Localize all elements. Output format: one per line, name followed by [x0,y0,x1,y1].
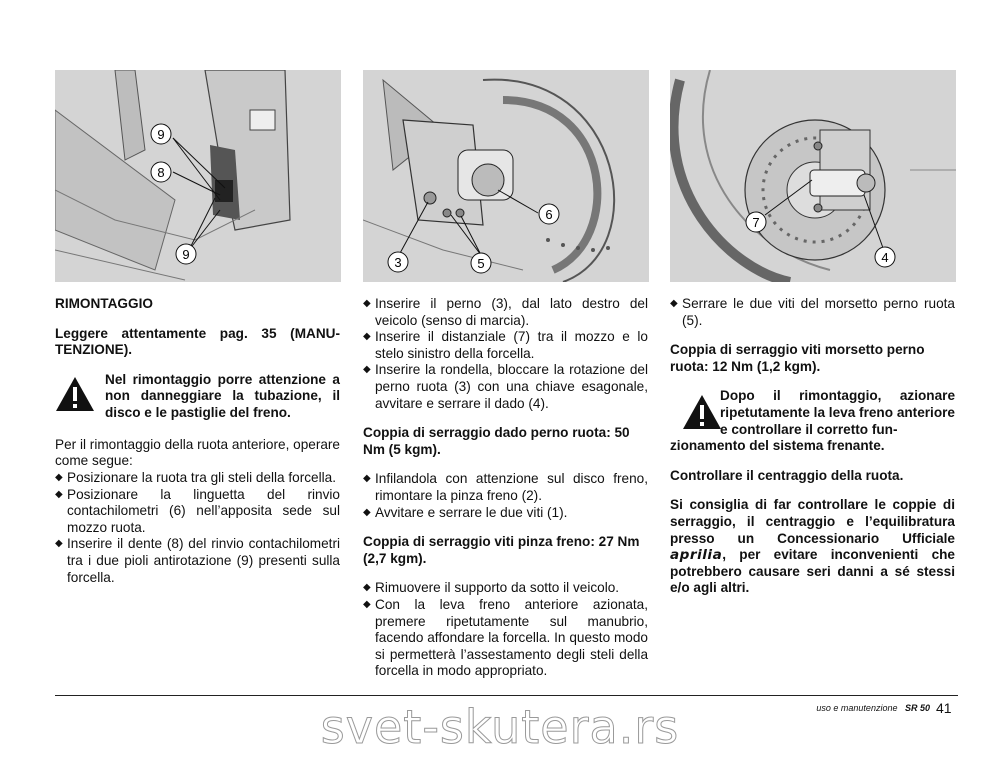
svg-text:9: 9 [157,127,165,142]
procedure-list [363,580,648,680]
svg-text:8: 8 [157,165,165,180]
diamond-bullet-icon: ◆ [55,488,63,500]
warning-block [670,388,955,454]
torque-spec: Coppia di serraggio viti morsetto perno ruota: 12 Nm (1,2 kgm). [670,342,925,374]
callout-3 [388,252,408,272]
callout-4 [875,247,895,267]
callout-7 [746,212,766,232]
callout-8 [151,162,171,182]
procedure-list [670,296,955,329]
diamond-bullet-icon: ◆ [363,506,371,518]
diamond-bullet-icon: ◆ [670,298,678,309]
list-item: ◆ Serrare le due viti del morsetto perno ruota (5). [670,296,955,328]
warning-block [55,372,340,424]
svg-text:5: 5 [477,256,485,271]
list-item: ◆ Posizionare la ruota tra gli steli della forcella. [55,469,336,485]
figure-fork-dowels [55,70,341,282]
callout-6 [539,204,559,224]
svg-text:4: 4 [881,250,889,265]
column-1 [55,296,340,599]
warning-text: Dopo il rimontaggio, azionare ripetutamente la leva freno anteriore e controllare il corretto fun- [720,388,955,437]
warning-triangle-icon [55,376,95,412]
figure-axle-clamp [670,70,956,282]
warning-text: Nel rimontaggio porre attenzione a non danneggiare la tubazione, il disco e le pastiglie del freno. [105,371,340,420]
warning-text-continued: zionamento del sistema frenante. [670,438,885,454]
torque-spec: Coppia di serraggio dado perno ruota: 50 Nm (5 kgm). [363,425,630,457]
torque-spec: Coppia di serraggio viti pinza freno: 27 Nm (2,7 kgm). [363,534,640,566]
figure-wheel-axle [363,70,649,282]
diamond-bullet-icon: ◆ [363,364,371,376]
list-item: ◆ Infilandola con attenzione sul disco freno, rimontare la pinza freno (2). [363,471,648,503]
svg-text:7: 7 [752,215,760,230]
diamond-bullet-icon: ◆ [363,473,371,485]
diamond-bullet-icon: ◆ [55,471,63,483]
procedure-list [55,470,340,586]
procedure-list [363,471,648,521]
advice-text: Si consiglia di far controllare le coppie di serraggio, il centraggio e l’equilibratura presso un Concessionario Ufficiale aprilia, per evitare inconvenienti che potrebbero causare seri danni a sé stessi e/o agli altri. [670,497,955,596]
warning-triangle-icon [682,394,722,430]
manual-reference-note: Leggere attentamente pag. 35 (MANU-TENZIONE). [55,325,340,358]
watermark: svet-skutera.rs [320,700,680,754]
diamond-bullet-icon: ◆ [363,331,371,343]
diamond-bullet-icon: ◆ [363,598,371,610]
svg-text:6: 6 [545,207,553,222]
column-2 [363,296,648,693]
diamond-bullet-icon: ◆ [55,538,63,550]
page-number: 41 [936,700,952,716]
section-heading: RIMONTAGGIO [55,296,153,311]
diamond-bullet-icon: ◆ [363,298,371,309]
intro-text: Per il rimontaggio della ruota anteriore, operare come segue: [55,436,340,469]
callout-9-bottom [176,244,196,264]
footer-manual-title: uso e manutenzione SR 50 [816,703,930,713]
check-instruction: Controllare il centraggio della ruota. [670,467,904,483]
list-item: ◆ Inserire il distanziale (7) tra il mozzo e lo stelo sinistro della forcella. [363,329,648,361]
procedure-list [363,296,648,412]
list-item: ◆ Rimuovere il supporto da sotto il veicolo. [363,580,620,596]
list-item: ◆ Con la leva freno anteriore azionata, premere ripetutamente sul manubrio, facendo affondare la forcella. In questo modo si permetterà l’assestamento degli steli della forcella in modo appropriato. [363,596,648,679]
svg-text:9: 9 [182,247,190,262]
callout-5 [471,253,491,273]
list-item: ◆ Avvitare e serrare le due viti (1). [363,504,568,520]
list-item: ◆ Inserire la rondella, bloccare la rotazione del perno ruota (3) con una chiave esagonale, avvitare e serrare il dado (4). [363,362,648,411]
aprilia-logo-text: aprilia [670,547,723,564]
svg-text:3: 3 [394,255,402,270]
column-3 [670,296,955,610]
list-item: ◆ Posizionare la linguetta del rinvio contachilometri (6) nell’apposita sede sul mozzo ruota. [55,486,340,535]
callout-9-top [151,124,171,144]
diamond-bullet-icon: ◆ [363,582,371,594]
footer-rule [55,695,958,696]
list-item: ◆ Inserire il perno (3), dal lato destro del veicolo (senso di marcia). [363,296,648,328]
list-item: ◆ Inserire il dente (8) del rinvio contachilometri tra i due pioli antirotazione (9) presenti sulla forcella. [55,536,340,585]
